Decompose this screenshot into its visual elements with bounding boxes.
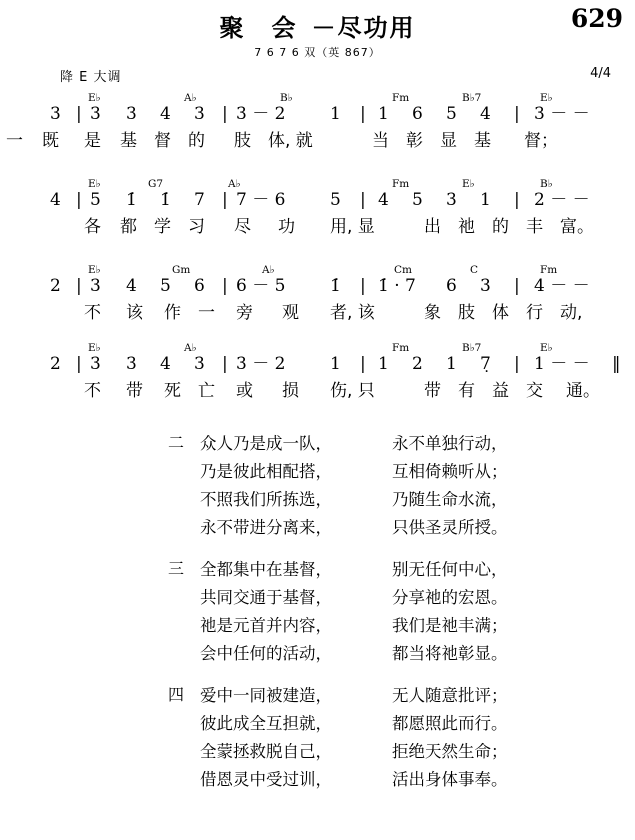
lyric-token: 亡: [198, 381, 215, 401]
verse-line-second-half: 只供圣灵所授。: [392, 518, 508, 537]
verse-line-second-half: 分享祂的宏恩。: [392, 588, 508, 607]
lyric-token: 体: [492, 303, 509, 323]
verse-line-second-half: 活出身体事奉。: [392, 770, 508, 789]
verse-line-second-half: 都当将祂彰显。: [392, 644, 508, 663]
note-token: 4: [480, 104, 491, 124]
note-token: ‖: [612, 354, 621, 374]
note-token: 3: [194, 354, 205, 374]
note-token: 4: [126, 276, 137, 296]
lyric-row: [0, 298, 635, 328]
music-system: [0, 178, 635, 242]
verse-line: [0, 682, 635, 710]
note-token: 1 － －: [534, 354, 590, 374]
verse-line-second-half: 都愿照此而行。: [392, 714, 508, 733]
page-title: [0, 8, 635, 43]
verse-line: [0, 458, 635, 486]
verse-line-second-half: 永不单独行动，: [392, 434, 508, 453]
meter-line: 7 6 7 6 双（英 867）: [254, 46, 381, 59]
verse-line: [0, 514, 635, 542]
note-token: 6: [194, 276, 205, 296]
verse-line: [0, 710, 635, 738]
lyric-token: 通。: [566, 381, 600, 401]
verse-line-second-half: 拒绝天然生命；: [392, 742, 508, 761]
chord-symbol: E♭: [462, 178, 475, 190]
chord-symbol: A♭: [262, 264, 275, 276]
verse-lines: [0, 430, 635, 542]
verse-line-first-half: 祂是元首并内容，: [200, 616, 332, 635]
lyric-token: 体, 就: [268, 131, 313, 151]
chord-symbol: Fm: [392, 178, 410, 190]
note-token: 5: [446, 104, 457, 124]
verse-number: 二: [168, 433, 185, 452]
note-token: 6 － 5: [236, 276, 286, 296]
verse: [0, 556, 635, 668]
note-token: 1: [480, 190, 491, 210]
note-token: |: [514, 276, 520, 296]
lyric-token: 不: [84, 381, 101, 401]
note-token: 1: [446, 354, 457, 374]
lyric-token: 尽: [234, 217, 251, 237]
verse: [0, 430, 635, 542]
note-token: 2: [412, 354, 423, 374]
chord-symbol: E♭: [88, 264, 101, 276]
lyric-token: 当: [372, 131, 389, 151]
lyric-token: 该: [126, 303, 143, 323]
verse-line: [0, 766, 635, 794]
note-token: |: [222, 276, 228, 296]
note-token: 1: [378, 104, 389, 124]
lyric-token: 督；: [524, 131, 558, 151]
lyric-token: 都: [120, 217, 137, 237]
lyric-token: 损: [282, 381, 299, 401]
note-row: [0, 342, 635, 376]
note-token: |: [76, 276, 82, 296]
lyric-token: 显: [440, 131, 457, 151]
verse-number: 四: [168, 685, 185, 704]
verse-line-first-half: 全都集中在基督，: [200, 560, 332, 579]
note-token: 6: [412, 104, 423, 124]
note-token: |: [514, 190, 520, 210]
lyric-token: 者, 该: [330, 303, 375, 323]
verse-line-second-half: 无人随意批评；: [392, 686, 508, 705]
note-token: 4: [160, 354, 171, 374]
music-system: [0, 342, 635, 406]
chord-symbol: E♭: [88, 178, 101, 190]
verse-line: [0, 430, 635, 458]
note-token: |: [76, 190, 82, 210]
chord-symbol: Cm: [394, 264, 412, 276]
verse-line-first-half: 共同交通于基督，: [200, 588, 332, 607]
key-signature: 降 E 大调: [60, 70, 122, 85]
note-token: |: [76, 354, 82, 374]
lyric-token: 是: [84, 131, 101, 151]
title-sub: 尽功用: [337, 14, 416, 42]
title-dash: －: [311, 14, 338, 42]
note-token: 4: [50, 190, 61, 210]
lyric-token: 的: [492, 217, 509, 237]
note-token: 3: [90, 104, 101, 124]
note-token: 3: [90, 354, 101, 374]
note-token: 4: [378, 190, 389, 210]
note-token: 5: [412, 190, 423, 210]
lyric-token: 一: [6, 131, 23, 151]
note-token: 3: [126, 104, 137, 124]
note-token: |: [360, 104, 366, 124]
lyric-token: 不: [84, 303, 101, 323]
verse-line: [0, 640, 635, 668]
lyric-token: 学: [154, 217, 171, 237]
lyric-token: 基: [120, 131, 137, 151]
verse-line-first-half: 爱中一同被建造，: [200, 686, 332, 705]
verse-line-first-half: 全蒙拯救脱自己，: [200, 742, 332, 761]
lyric-token: 交: [526, 381, 543, 401]
lyric-token: 肢: [234, 131, 251, 151]
note-token: 3: [194, 104, 205, 124]
verse-line-second-half: 我们是祂丰满；: [392, 616, 508, 635]
verse-line: [0, 612, 635, 640]
note-token: 1̇: [330, 276, 341, 296]
chord-symbol: G7: [148, 178, 164, 190]
chord-symbol: B♭: [540, 178, 553, 190]
note-token: |: [514, 104, 520, 124]
verse-line: [0, 738, 635, 766]
chord-symbol: A♭: [184, 92, 197, 104]
music-system: [0, 264, 635, 328]
verse-line-first-half: 不照我们所拣选，: [200, 490, 332, 509]
note-token: 7̣: [480, 354, 491, 374]
hymn-number: 629: [570, 4, 623, 33]
verse-line-first-half: 乃是彼此相配搭，: [200, 462, 332, 481]
lyric-token: 彰: [406, 131, 423, 151]
lyric-token: 丰: [526, 217, 543, 237]
note-token: 3: [50, 104, 61, 124]
verse-line-second-half: 别无任何中心，: [392, 560, 508, 579]
title-main: 聚 会: [219, 14, 298, 42]
chord-symbol: E♭: [540, 92, 553, 104]
chord-symbol: E♭: [88, 92, 101, 104]
note-token: |: [360, 190, 366, 210]
chord-symbol: E♭: [540, 342, 553, 354]
lyric-token: 祂: [458, 217, 475, 237]
note-token: 3: [90, 276, 101, 296]
lyric-token: 一: [198, 303, 215, 323]
lyric-row: [0, 376, 635, 406]
note-token: 3 － 2: [236, 104, 286, 124]
lyric-token: 死: [164, 381, 181, 401]
time-signature: 4/4: [590, 66, 611, 81]
lyric-token: 习: [188, 217, 205, 237]
verse-line-first-half: 会中任何的活动，: [200, 644, 332, 663]
note-token: |: [222, 104, 228, 124]
note-token: 1̇: [160, 190, 171, 210]
verse-number: 三: [168, 559, 185, 578]
note-token: 6: [446, 276, 457, 296]
note-row: [0, 92, 635, 126]
chord-symbol: Fm: [392, 342, 410, 354]
music-system: [0, 92, 635, 156]
note-token: |: [222, 190, 228, 210]
note-token: 1: [330, 354, 341, 374]
note-token: |: [360, 276, 366, 296]
verse-lines: [0, 682, 635, 794]
note-row: [0, 178, 635, 212]
lyric-token: 象: [424, 303, 441, 323]
note-token: |: [360, 354, 366, 374]
chord-symbol: B♭7: [462, 92, 482, 104]
lyric-token: 基: [474, 131, 491, 151]
note-row: [0, 264, 635, 298]
lyric-token: 益: [492, 381, 509, 401]
note-token: 3 － 2: [236, 354, 286, 374]
lyric-token: 各: [84, 217, 101, 237]
note-token: 5: [160, 276, 171, 296]
note-token: 4 － －: [534, 276, 590, 296]
chord-symbol: A♭: [184, 342, 197, 354]
chord-symbol: B♭: [280, 92, 293, 104]
note-token: 5: [90, 190, 101, 210]
lyric-token: 动,: [560, 303, 583, 323]
note-token: 3 － －: [534, 104, 590, 124]
note-token: 7: [194, 190, 205, 210]
lyric-token: 行: [526, 303, 543, 323]
lyric-row: [0, 212, 635, 242]
chord-symbol: Gm: [172, 264, 191, 276]
lyric-token: 督: [154, 131, 171, 151]
verse-lines: [0, 556, 635, 668]
chord-symbol: C: [470, 264, 479, 276]
lyric-token: 肢: [458, 303, 475, 323]
note-token: |: [76, 104, 82, 124]
lyric-token: 或: [236, 381, 253, 401]
verse-line-second-half: 互相倚赖听从；: [392, 462, 508, 481]
lyric-token: 富。: [560, 217, 594, 237]
verse-line-first-half: 彼此成全互担就，: [200, 714, 332, 733]
verse-line-second-half: 乃随生命水流，: [392, 490, 508, 509]
note-token: 4: [160, 104, 171, 124]
note-token: 3: [126, 354, 137, 374]
note-token: 1: [378, 354, 389, 374]
note-token: |: [514, 354, 520, 374]
verse-line: [0, 486, 635, 514]
note-token: |: [222, 354, 228, 374]
chord-symbol: E♭: [88, 342, 101, 354]
lyric-token: 既: [42, 131, 59, 151]
note-token: 1̇ · 7: [378, 276, 416, 296]
lyric-token: 带: [126, 381, 143, 401]
verse-line-first-half: 永不带进分离来，: [200, 518, 332, 537]
note-token: 1: [330, 104, 341, 124]
lyric-token: 出: [424, 217, 441, 237]
lyric-token: 观: [282, 303, 299, 323]
note-token: 5: [330, 190, 341, 210]
lyric-row: [0, 126, 635, 156]
verse-line: [0, 556, 635, 584]
note-token: 2 － －: [534, 190, 590, 210]
lyric-token: 用, 显: [330, 217, 375, 237]
lyric-token: 的: [188, 131, 205, 151]
chord-symbol: A♭: [228, 178, 241, 190]
chord-symbol: Fm: [392, 92, 410, 104]
lyric-token: 有: [458, 381, 475, 401]
note-token: 2: [50, 354, 61, 374]
note-token: 3: [446, 190, 457, 210]
note-token: 7 － 6: [236, 190, 286, 210]
chord-symbol: Fm: [540, 264, 558, 276]
chord-symbol: B♭7: [462, 342, 482, 354]
verse-line-first-half: 众人乃是成一队，: [200, 434, 332, 453]
note-token: 2: [50, 276, 61, 296]
lyric-token: 功: [278, 217, 295, 237]
note-token: 1̇: [126, 190, 137, 210]
verse-line: [0, 584, 635, 612]
lyric-token: 带: [424, 381, 441, 401]
verse-list: [0, 430, 635, 808]
note-token: 3: [480, 276, 491, 296]
lyric-token: 作: [164, 303, 181, 323]
lyric-token: 旁: [236, 303, 253, 323]
verse-line-first-half: 借恩灵中受过训，: [200, 770, 332, 789]
lyric-token: 伤, 只: [330, 381, 375, 401]
verse: [0, 682, 635, 794]
